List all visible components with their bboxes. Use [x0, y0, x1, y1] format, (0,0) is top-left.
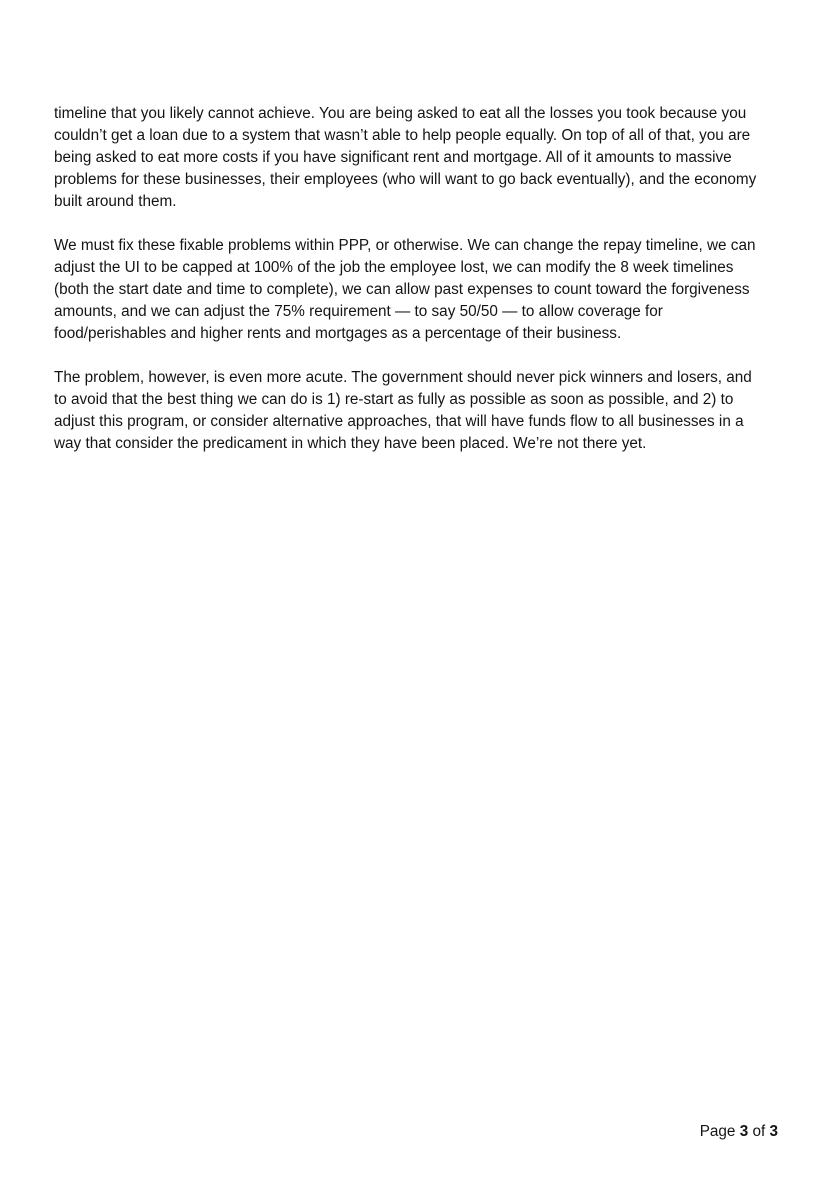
text-line: adjust this program, or consider alternative approaches, that will have funds flow to all businesses in a: [54, 413, 744, 430]
paragraph-timeline-losses: [54, 103, 782, 213]
paragraph-fix-ppp: [54, 235, 782, 345]
text-line: adjust the UI to be capped at 100% of the job the employee lost, we can modify the 8 week timelines: [54, 259, 734, 276]
page-of: of: [752, 1123, 766, 1140]
text-line: built around them.: [54, 193, 177, 210]
page-number: [700, 1122, 778, 1142]
text-line: food/perishables and higher rents and mortgages as a percentage of their business.: [54, 325, 622, 342]
text-line: couldn’t get a loan due to a system that wasn’t able to help people equally. On top of all of that, you are: [54, 127, 751, 144]
page-current: 3: [739, 1123, 749, 1140]
text-line: being asked to eat more costs if you have significant rent and mortgage. All of it amounts to massive: [54, 149, 732, 166]
text-line: to avoid that the best thing we can do is 1) re-start as fully as possible as soon as possible, and 2) to: [54, 391, 734, 408]
text-line: problems for these businesses, their employees (who will want to go back eventually), and the economy: [54, 171, 757, 188]
text-line: timeline that you likely cannot achieve. You are being asked to eat all the losses you took because you: [54, 105, 747, 122]
text-line: (both the start date and time to complete), we can allow past expenses to count toward the forgiveness: [54, 281, 750, 298]
paragraph-problem-acute: [54, 367, 782, 455]
text-line: We must fix these fixable problems within PPP, or otherwise. We can change the repay timeline, we can: [54, 237, 756, 254]
page-total: 3: [769, 1123, 778, 1140]
page-word: Page: [699, 1123, 736, 1140]
text-line: The problem, however, is even more acute. The government should never pick winners and losers, and: [54, 369, 752, 386]
text-line: way that consider the predicament in which they have been placed. We’re not there yet.: [54, 435, 647, 452]
document-body: [54, 103, 782, 477]
text-line: amounts, and we can adjust the 75% requirement — to say 50/50 — to allow coverage for: [54, 303, 663, 320]
